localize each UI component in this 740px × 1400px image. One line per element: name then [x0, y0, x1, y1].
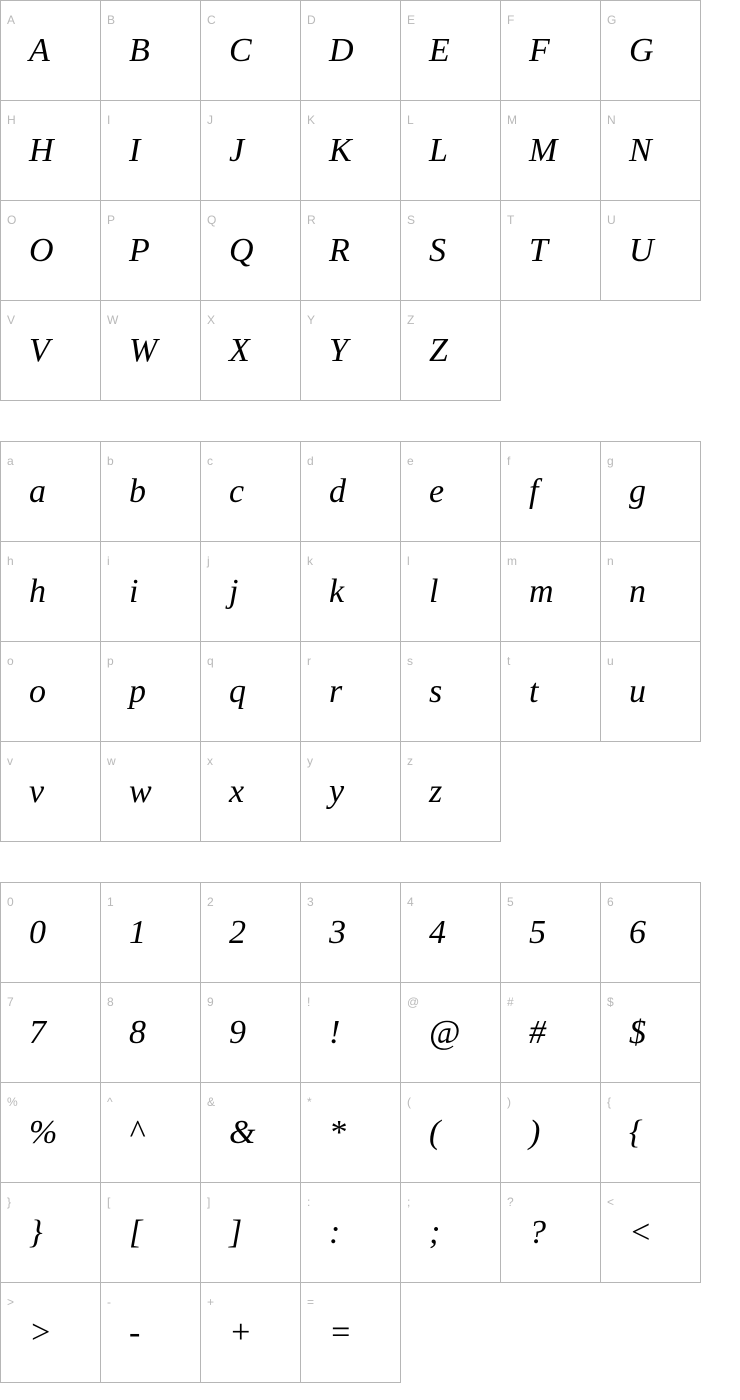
cell-glyph: s	[429, 673, 443, 710]
cell-label: :	[307, 1195, 311, 1209]
char-cell-}	[1, 1183, 101, 1283]
char-cell-B	[101, 1, 201, 101]
cell-label: 0	[7, 895, 14, 909]
cell-glyph: K	[329, 132, 352, 169]
cell-glyph: m	[529, 573, 554, 610]
char-cell-E	[401, 1, 501, 101]
cell-glyph: a	[29, 473, 46, 510]
cell-label: P	[107, 213, 116, 227]
char-cell-I	[101, 101, 201, 201]
cell-label: g	[607, 454, 614, 468]
cell-label: k	[307, 554, 313, 568]
char-cell-S	[401, 201, 501, 301]
cell-glyph: (	[429, 1114, 441, 1151]
char-cell-v	[1, 742, 101, 842]
cell-glyph: {	[629, 1114, 643, 1151]
cell-glyph: Y	[329, 332, 348, 369]
char-cell-@	[401, 983, 501, 1083]
char-cell->	[1, 1283, 101, 1383]
cell-glyph: *	[329, 1114, 346, 1151]
char-cell-D	[301, 1, 401, 101]
char-cell-Z	[401, 301, 501, 401]
cell-glyph: V	[29, 332, 50, 369]
cell-glyph: J	[229, 132, 245, 169]
char-cell-&	[201, 1083, 301, 1183]
char-cell-4	[401, 883, 501, 983]
cell-glyph: h	[29, 573, 46, 610]
cell-label: u	[607, 654, 614, 668]
cell-label: ?	[507, 1195, 514, 1209]
char-cell-]	[201, 1183, 301, 1283]
cell-label: 3	[307, 895, 314, 909]
cell-label: v	[7, 754, 13, 768]
char-cell-w	[101, 742, 201, 842]
cell-label: A	[7, 13, 16, 27]
cell-label: j	[207, 554, 210, 568]
char-cell-!	[301, 983, 401, 1083]
cell-glyph: M	[529, 132, 558, 169]
char-cell-8	[101, 983, 201, 1083]
cell-label: n	[607, 554, 614, 568]
cell-label: W	[107, 313, 119, 327]
cell-glyph: k	[329, 573, 345, 610]
cell-glyph: e	[429, 473, 445, 510]
cell-label: E	[407, 13, 416, 27]
char-cell-Q	[201, 201, 301, 301]
cell-label: c	[207, 454, 213, 468]
cell-glyph: -	[129, 1314, 141, 1351]
cell-label: m	[507, 554, 517, 568]
cell-glyph: ?	[529, 1214, 546, 1251]
char-cell-b	[101, 442, 201, 542]
cell-glyph: S	[429, 232, 446, 269]
cell-label: H	[7, 113, 16, 127]
cell-glyph: @	[429, 1014, 461, 1051]
char-cell-o	[1, 642, 101, 742]
char-cell-2	[201, 883, 301, 983]
uppercase-grid	[0, 0, 701, 401]
cell-label: =	[307, 1295, 315, 1309]
char-cell-f	[501, 442, 601, 542]
cell-label: Z	[407, 313, 415, 327]
char-cell-$	[601, 983, 701, 1083]
cell-glyph: n	[629, 573, 646, 610]
cell-label: 8	[107, 995, 114, 1009]
char-cell-5	[501, 883, 601, 983]
cell-glyph: :	[329, 1214, 341, 1251]
cell-label: 7	[7, 995, 14, 1009]
cell-glyph: ^	[129, 1114, 144, 1151]
cell-glyph: l	[429, 573, 439, 610]
cell-glyph: r	[329, 673, 343, 710]
cell-glyph: g	[629, 473, 646, 510]
char-cell-N	[601, 101, 701, 201]
char-cell-%	[1, 1083, 101, 1183]
char-cell--	[101, 1283, 201, 1383]
char-cell-d	[301, 442, 401, 542]
cell-label: >	[7, 1295, 15, 1309]
cell-label: <	[607, 1195, 615, 1209]
cell-glyph: $	[629, 1014, 646, 1051]
cell-glyph: w	[129, 773, 152, 810]
cell-glyph: A	[29, 32, 50, 69]
char-cell-A	[1, 1, 101, 101]
cell-label: G	[607, 13, 617, 27]
char-cell-H	[1, 101, 101, 201]
char-cell-(	[401, 1083, 501, 1183]
char-cell-P	[101, 201, 201, 301]
char-cell-c	[201, 442, 301, 542]
cell-glyph: u	[629, 673, 646, 710]
cell-label: N	[607, 113, 616, 127]
cell-glyph: L	[429, 132, 448, 169]
cell-glyph: #	[529, 1014, 546, 1051]
cell-label: I	[107, 113, 111, 127]
cell-label: y	[307, 754, 313, 768]
cell-label: f	[507, 454, 511, 468]
cell-glyph: G	[629, 32, 654, 69]
cell-label: Q	[207, 213, 217, 227]
cell-label: 4	[407, 895, 414, 909]
cell-glyph: 7	[29, 1014, 46, 1051]
cell-label: S	[407, 213, 416, 227]
cell-label: 2	[207, 895, 214, 909]
cell-glyph: >	[29, 1314, 52, 1351]
symbols-grid	[0, 882, 701, 1383]
cell-glyph: f	[529, 473, 539, 510]
cell-glyph: O	[29, 232, 54, 269]
cell-glyph: 3	[329, 914, 346, 951]
cell-label: x	[207, 754, 213, 768]
cell-label: -	[107, 1295, 111, 1309]
cell-label: o	[7, 654, 14, 668]
cell-glyph: R	[329, 232, 350, 269]
cell-label: i	[107, 554, 110, 568]
cell-glyph: ;	[429, 1214, 441, 1251]
cell-label: ^	[107, 1095, 113, 1109]
cell-glyph: d	[329, 473, 346, 510]
cell-glyph: W	[129, 332, 158, 369]
cell-glyph: X	[229, 332, 250, 369]
cell-label: [	[107, 1195, 111, 1209]
char-cell-W	[101, 301, 201, 401]
cell-label: X	[207, 313, 216, 327]
cell-label: *	[307, 1095, 312, 1109]
cell-glyph: [	[129, 1214, 143, 1251]
cell-label: d	[307, 454, 314, 468]
char-cell-=	[301, 1283, 401, 1383]
cell-glyph: H	[29, 132, 54, 169]
char-cell-O	[1, 201, 101, 301]
cell-glyph: +	[229, 1314, 252, 1351]
cell-label: F	[507, 13, 515, 27]
cell-label: ]	[207, 1195, 211, 1209]
cell-label: $	[607, 995, 614, 1009]
cell-glyph: 9	[229, 1014, 246, 1051]
cell-glyph: q	[229, 673, 246, 710]
cell-glyph: P	[129, 232, 150, 269]
cell-label: (	[407, 1095, 411, 1109]
cell-label: e	[407, 454, 414, 468]
char-cell-#	[501, 983, 601, 1083]
cell-label: D	[307, 13, 316, 27]
char-cell-K	[301, 101, 401, 201]
lowercase-grid	[0, 441, 701, 842]
char-cell-)	[501, 1083, 601, 1183]
char-cell-9	[201, 983, 301, 1083]
char-cell-e	[401, 442, 501, 542]
cell-label: J	[207, 113, 213, 127]
cell-glyph: 4	[429, 914, 446, 951]
cell-glyph: o	[29, 673, 46, 710]
cell-glyph: B	[129, 32, 150, 69]
cell-label: w	[107, 754, 116, 768]
char-cell-X	[201, 301, 301, 401]
char-cell-g	[601, 442, 701, 542]
cell-glyph: =	[329, 1314, 352, 1351]
char-cell-M	[501, 101, 601, 201]
char-cell-i	[101, 542, 201, 642]
char-cell-T	[501, 201, 601, 301]
char-cell-^	[101, 1083, 201, 1183]
cell-label: a	[7, 454, 14, 468]
char-cell-:	[301, 1183, 401, 1283]
char-cell-Y	[301, 301, 401, 401]
cell-glyph: E	[429, 32, 450, 69]
char-cell-7	[1, 983, 101, 1083]
char-cell-p	[101, 642, 201, 742]
cell-label: O	[7, 213, 17, 227]
cell-glyph: D	[329, 32, 354, 69]
char-cell-6	[601, 883, 701, 983]
cell-label: V	[7, 313, 16, 327]
cell-label: l	[407, 554, 410, 568]
cell-label: &	[207, 1095, 216, 1109]
char-cell-J	[201, 101, 301, 201]
cell-label: 6	[607, 895, 614, 909]
cell-label: z	[407, 754, 413, 768]
char-cell-?	[501, 1183, 601, 1283]
cell-label: b	[107, 454, 114, 468]
cell-glyph: x	[229, 773, 245, 810]
cell-glyph: <	[629, 1214, 652, 1251]
cell-label: 5	[507, 895, 514, 909]
cell-glyph: p	[129, 673, 146, 710]
cell-glyph: }	[29, 1214, 43, 1251]
cell-glyph: 2	[229, 914, 246, 951]
cell-label: U	[607, 213, 616, 227]
char-cell-L	[401, 101, 501, 201]
cell-label: q	[207, 654, 214, 668]
char-cell-F	[501, 1, 601, 101]
cell-label: L	[407, 113, 414, 127]
cell-label: h	[7, 554, 14, 568]
char-cell-m	[501, 542, 601, 642]
cell-label: C	[207, 13, 216, 27]
char-cell-q	[201, 642, 301, 742]
cell-glyph: 5	[529, 914, 546, 951]
cell-glyph: T	[529, 232, 548, 269]
char-cell-;	[401, 1183, 501, 1283]
cell-label: )	[507, 1095, 511, 1109]
cell-label: %	[7, 1095, 18, 1109]
char-cell-l	[401, 542, 501, 642]
cell-glyph: 6	[629, 914, 646, 951]
cell-label: @	[407, 995, 420, 1009]
cell-label: T	[507, 213, 515, 227]
cell-label: Y	[307, 313, 316, 327]
cell-label: p	[107, 654, 114, 668]
char-cell-x	[201, 742, 301, 842]
char-cell-y	[301, 742, 401, 842]
char-cell-0	[1, 883, 101, 983]
char-cell-j	[201, 542, 301, 642]
char-cell-<	[601, 1183, 701, 1283]
char-cell-1	[101, 883, 201, 983]
char-cell-3	[301, 883, 401, 983]
cell-label: B	[107, 13, 116, 27]
cell-glyph: y	[329, 773, 345, 810]
cell-glyph: i	[129, 573, 139, 610]
cell-label: #	[507, 995, 514, 1009]
cell-label: ;	[407, 1195, 411, 1209]
cell-glyph: Q	[229, 232, 254, 269]
char-cell-R	[301, 201, 401, 301]
cell-glyph: I	[129, 132, 141, 169]
cell-glyph: ]	[229, 1214, 243, 1251]
cell-label: {	[607, 1095, 612, 1109]
char-cell-{	[601, 1083, 701, 1183]
cell-label: 9	[207, 995, 214, 1009]
cell-label: M	[507, 113, 517, 127]
cell-label: K	[307, 113, 316, 127]
char-cell-r	[301, 642, 401, 742]
cell-glyph: j	[229, 573, 239, 610]
char-cell-k	[301, 542, 401, 642]
char-cell-V	[1, 301, 101, 401]
cell-glyph: 8	[129, 1014, 146, 1051]
cell-label: r	[307, 654, 311, 668]
cell-glyph: U	[629, 232, 654, 269]
cell-glyph: c	[229, 473, 245, 510]
cell-glyph: %	[29, 1114, 58, 1151]
char-cell-h	[1, 542, 101, 642]
cell-label: }	[7, 1195, 12, 1209]
cell-glyph: b	[129, 473, 146, 510]
cell-label: s	[407, 654, 413, 668]
char-cell-C	[201, 1, 301, 101]
cell-glyph: 1	[129, 914, 146, 951]
cell-label: !	[307, 995, 311, 1009]
char-cell-u	[601, 642, 701, 742]
cell-label: +	[207, 1295, 215, 1309]
char-cell-t	[501, 642, 601, 742]
char-cell-U	[601, 201, 701, 301]
cell-glyph: N	[629, 132, 652, 169]
cell-glyph: !	[329, 1014, 341, 1051]
char-cell-a	[1, 442, 101, 542]
cell-glyph: &	[229, 1114, 256, 1151]
char-cell-z	[401, 742, 501, 842]
cell-label: t	[507, 654, 511, 668]
cell-glyph: F	[529, 32, 550, 69]
char-cell-n	[601, 542, 701, 642]
cell-glyph: t	[529, 673, 539, 710]
cell-label: R	[307, 213, 316, 227]
cell-glyph: v	[29, 773, 45, 810]
char-cell-s	[401, 642, 501, 742]
char-cell-*	[301, 1083, 401, 1183]
char-cell-+	[201, 1283, 301, 1383]
cell-glyph: 0	[29, 914, 46, 951]
cell-glyph: )	[529, 1114, 541, 1151]
cell-glyph: Z	[429, 332, 448, 369]
cell-glyph: z	[429, 773, 443, 810]
char-cell-G	[601, 1, 701, 101]
cell-label: 1	[107, 895, 114, 909]
char-cell-[	[101, 1183, 201, 1283]
cell-glyph: C	[229, 32, 252, 69]
